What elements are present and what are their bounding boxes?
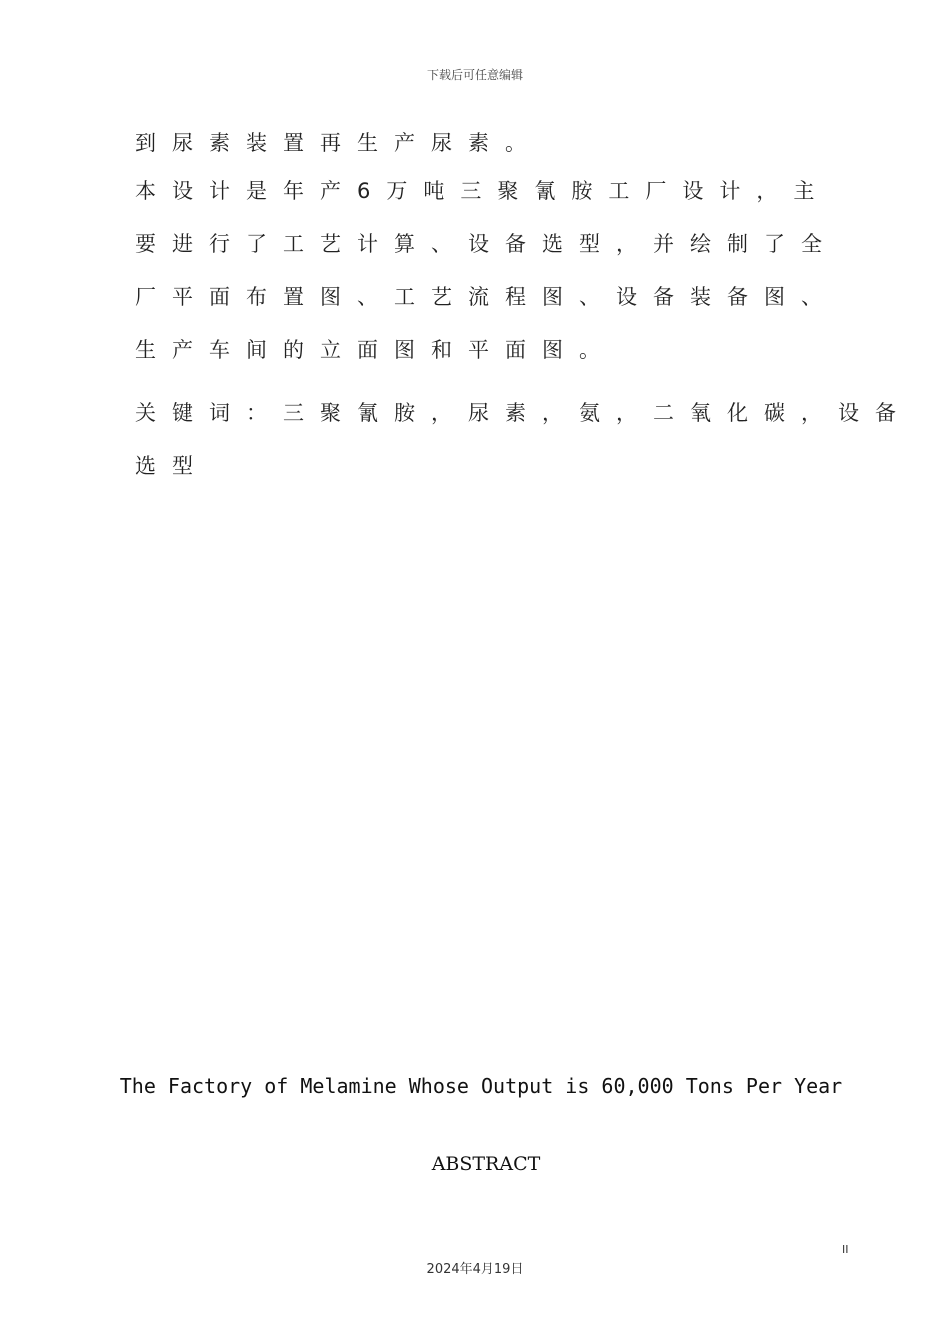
header-note: 下载后可任意编辑 [426, 68, 523, 82]
body-line-1: 到尿素装置再生产尿素。 [135, 131, 542, 155]
body-line-2: 本设计是年产6万吨三聚氰胺工厂设计，主 [135, 179, 831, 203]
body-line-5: 生产车间的立面图和平面图。 [135, 338, 616, 362]
body-line-4: 厂平面布置图、工艺流程图、设备装备图、 [135, 285, 838, 309]
footer-date: 2024年4月19日 [426, 1262, 524, 1277]
english-title: The Factory of Melamine Whose Output is 60,000 Tons Per Year [119, 1074, 843, 1098]
abstract-heading: ABSTRACT [431, 1153, 541, 1175]
page-number: II [842, 1243, 849, 1256]
keywords-line-1: 关键词：三聚氰胺，尿素，氨，二氧化碳，设备 [135, 401, 912, 425]
body-line-3: 要进行了工艺计算、设备选型，并绘制了全 [135, 232, 838, 256]
keywords-line-2: 选型 [135, 454, 209, 478]
